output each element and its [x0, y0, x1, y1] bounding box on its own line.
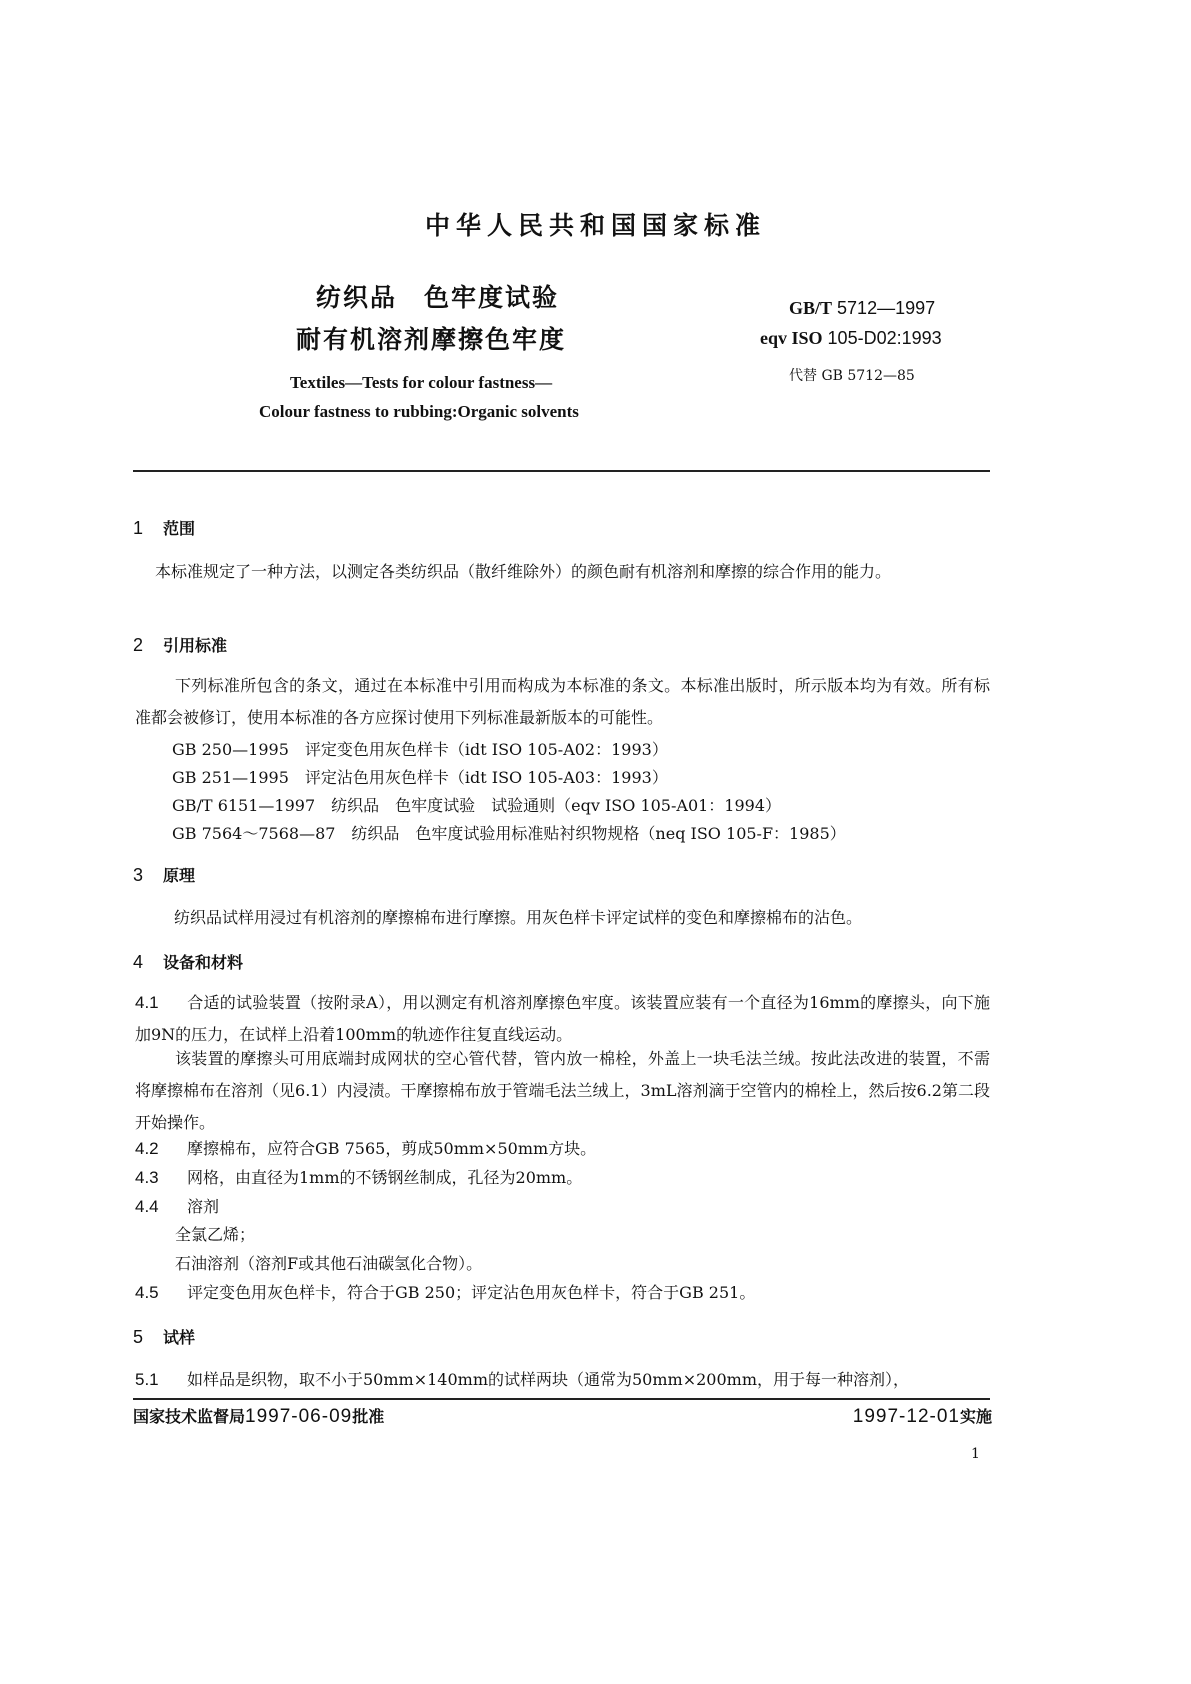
reference-item: GB/T 6151—1997 纺织品 色牢度试验 试验通则（eqv ISO 105-A01：1994） — [172, 796, 782, 815]
reference-item: GB 251—1995 评定沾色用灰色样卡（idt ISO 105-A03：1993） — [172, 768, 668, 787]
section-2-heading — [133, 633, 227, 656]
clause-4-4 — [135, 1194, 219, 1217]
clause-4-1-text: 合适的试验装置（按附录A），用以测定有机溶剂摩擦色牢度。该装置应装有一个直径为16mm的摩擦头，向下施加9N的压力，在试样上沿着100mm的轨迹作往复直线运动。 — [135, 993, 990, 1044]
clause-5-1-text: 如样品是织物，取不小于50mm×140mm的试样两块（通常为50mm×200mm，用于每一种溶剂）， — [187, 1370, 909, 1389]
section-2-paragraph: 下列标准所包含的条文，通过在本标准中引用而构成为本标准的条文。本标准出版时，所示版本均为有效。所有标准都会被修订，使用本标准的各方应探讨使用下列标准最新版本的可能性。 — [135, 676, 990, 727]
clause-4-5 — [135, 1280, 755, 1303]
section-1-heading — [133, 516, 195, 539]
clause-4-3-text: 网格，由直径为1mm的不锈钢丝制成，孔径为20mm。 — [187, 1168, 583, 1187]
section-4-heading — [133, 950, 243, 973]
clause-4-2-number: 4.2 — [135, 1139, 159, 1158]
effective-date: 1997-12-01 — [852, 1406, 960, 1427]
section-3-heading — [133, 863, 195, 886]
title-cn-line1: 纺织品 色牢度试验 — [316, 283, 560, 312]
clause-5-1 — [135, 1367, 909, 1390]
section-1-paragraph: 本标准规定了一种方法，以测定各类纺织品（散纤维除外）的颜色耐有机溶剂和摩擦的综合作用的能力。 — [155, 562, 892, 581]
replaces-note: 代替 GB 5712—85 — [789, 368, 915, 384]
approval-org: 国家技术监督局 — [133, 1407, 246, 1426]
effective-line — [853, 1404, 992, 1428]
standard-code-number: 5712—1997 — [837, 298, 936, 318]
header-divider — [133, 470, 990, 472]
clause-4-5-number: 4.5 — [135, 1283, 159, 1302]
title-cn-line2: 耐有机溶剂摩擦色牢度 — [296, 325, 567, 354]
standard-code — [789, 298, 935, 319]
eqv-prefix: eqv ISO — [760, 328, 823, 348]
standard-code-prefix: GB/T — [789, 298, 833, 318]
section-3-number: 3 — [133, 865, 144, 885]
clause-4-5-text: 评定变色用灰色样卡，符合于GB 250；评定沾色用灰色样卡，符合于GB 251。 — [187, 1283, 756, 1302]
clause-4-1-number: 4.1 — [135, 993, 159, 1012]
clause-5-1-number: 5.1 — [135, 1370, 159, 1389]
reference-item: GB 250—1995 评定变色用灰色样卡（idt ISO 105-A02：1993） — [172, 740, 668, 759]
section-5-number: 5 — [133, 1327, 144, 1347]
reference-item: GB 7564～7568—87 纺织品 色牢度试验用标准贴衬织物规格（neq ISO 105-F：1985） — [172, 824, 846, 843]
approval-line — [133, 1404, 384, 1428]
page-number: 1 — [971, 1446, 980, 1462]
clause-4-4-number: 4.4 — [135, 1197, 159, 1216]
clause-4-2-text: 摩擦棉布，应符合GB 7565，剪成50mm×50mm方块。 — [187, 1139, 597, 1158]
section-1-title: 范围 — [163, 519, 196, 538]
eqv-number: 105-D02:1993 — [827, 328, 942, 348]
clause-4-3-number: 4.3 — [135, 1168, 159, 1187]
equivalent-standard — [760, 328, 942, 349]
section-2-title: 引用标准 — [163, 636, 228, 655]
effective-suffix: 实施 — [959, 1407, 992, 1426]
clause-4-4-text: 溶剂 — [187, 1197, 220, 1216]
approval-suffix: 批准 — [352, 1407, 385, 1426]
section-3-title: 原理 — [163, 866, 196, 885]
clause-4-2 — [135, 1136, 596, 1159]
footer-divider — [133, 1398, 990, 1400]
section-5-heading — [133, 1325, 195, 1348]
clause-4-1-paragraph-2: 该装置的摩擦头可用底端封成网状的空心管代替，管内放一棉栓，外盖上一块毛法兰绒。按此法改进的装置，不需将摩擦棉布在溶剂（见6.1）内浸渍。干摩擦棉布放于管端毛法兰绒上，3mL溶剂滴于空管内的棉栓上，然后按6.2第二段开始操作。 — [135, 1049, 990, 1132]
section-3-paragraph: 纺织品试样用浸过有机溶剂的摩擦棉布进行摩擦。用灰色样卡评定试样的变色和摩擦棉布的沾色。 — [174, 908, 863, 927]
title-en-line1: Textiles—Tests for colour fastness— — [290, 373, 553, 392]
solvent-item: 全氯乙烯； — [175, 1225, 256, 1244]
approval-date: 1997-06-09 — [245, 1406, 353, 1427]
national-standard-heading: 中华人民共和国国家标准 — [424, 211, 766, 240]
section-4-title: 设备和材料 — [163, 953, 244, 972]
solvent-item: 石油溶剂（溶剂F或其他石油碳氢化合物）。 — [175, 1254, 483, 1273]
section-1-number: 1 — [133, 518, 144, 538]
section-2-number: 2 — [133, 635, 144, 655]
section-4-number: 4 — [133, 952, 144, 972]
title-en-line2: Colour fastness to rubbing:Organic solvents — [259, 402, 579, 421]
clause-4-3 — [135, 1165, 582, 1188]
section-5-title: 试样 — [163, 1328, 196, 1347]
clause-4-1 — [135, 987, 990, 1051]
